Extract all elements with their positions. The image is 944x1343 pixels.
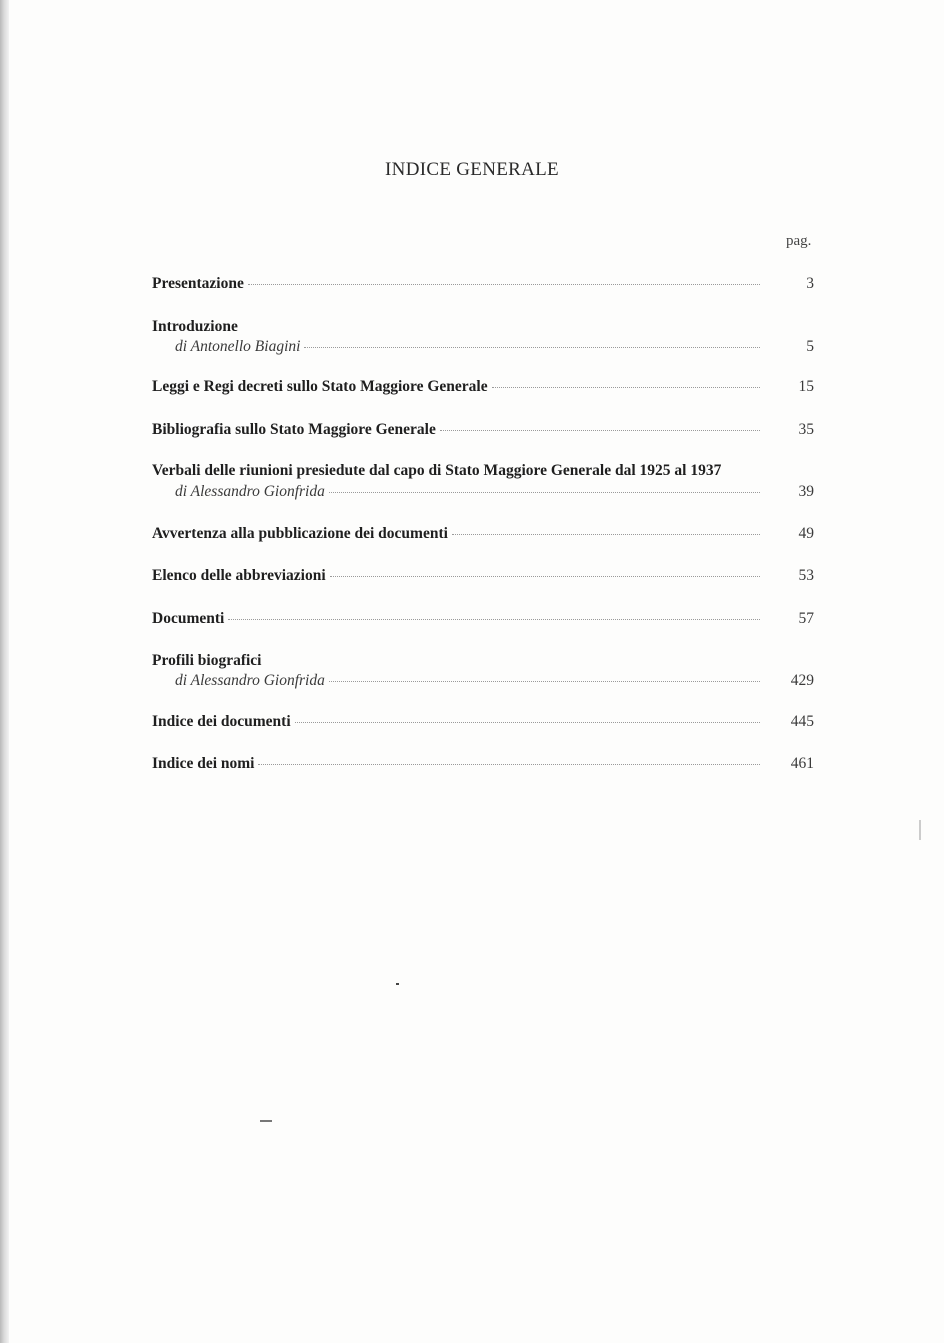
dot-leader: [248, 284, 760, 285]
toc-page-number: 57: [798, 610, 814, 627]
page-binding-edge: [0, 0, 9, 1343]
toc-page-number: 445: [790, 713, 814, 730]
toc-entry-indice-documenti[interactable]: [152, 713, 814, 733]
toc-entry-title: Indice dei nomi: [152, 755, 255, 772]
toc-entry-title: Leggi e Regi decreti sullo Stato Maggiore Generale: [152, 378, 488, 395]
toc-page-number: 3: [806, 275, 814, 292]
toc-entry-title: Avvertenza alla pubblicazione dei documenti: [152, 525, 448, 542]
dot-leader: [329, 492, 760, 493]
dot-leader: [304, 347, 760, 348]
toc-page-number: 53: [798, 567, 814, 584]
toc-heading-profili: Profili biografici: [152, 652, 262, 669]
dot-leader: [330, 576, 760, 577]
toc-heading-introduzione: Introduzione: [152, 318, 238, 335]
toc-page-number: 15: [798, 378, 814, 395]
dot-leader: [492, 387, 760, 388]
toc-entry-leggi[interactable]: [152, 378, 814, 398]
toc-entry-presentazione[interactable]: [152, 275, 814, 295]
toc-page-number: 39: [798, 483, 814, 500]
toc-entry-title: Presentazione: [152, 275, 244, 292]
toc-entry-abbreviazioni[interactable]: [152, 567, 814, 587]
toc-entry-title: Documenti: [152, 610, 225, 627]
scan-speck: [396, 983, 399, 985]
dot-leader: [329, 681, 760, 682]
dot-leader: [295, 722, 760, 723]
toc-entry-author: di Alessandro Gionfrida: [175, 483, 325, 500]
toc-page-number: 49: [798, 525, 814, 542]
dot-leader: [258, 764, 760, 765]
dot-leader: [228, 619, 760, 620]
toc-entry-title: Elenco delle abbreviazioni: [152, 567, 326, 584]
toc-entry-bibliografia[interactable]: [152, 421, 814, 441]
toc-page-number: 35: [798, 421, 814, 438]
toc-entry-introduzione[interactable]: [152, 338, 814, 358]
toc-entry-author: di Antonello Biagini: [175, 338, 301, 355]
toc-entry-documenti[interactable]: [152, 610, 814, 630]
toc-entry-title: Indice dei documenti: [152, 713, 291, 730]
scan-speck: [919, 820, 921, 840]
toc-entry-profili[interactable]: [152, 672, 814, 692]
toc-entry-avvertenza[interactable]: [152, 525, 814, 545]
toc-entry-title: Bibliografia sullo Stato Maggiore Generale: [152, 421, 436, 438]
toc-page-number: 5: [806, 338, 814, 355]
page-title: INDICE GENERALE: [385, 159, 559, 180]
dot-leader: [440, 430, 760, 431]
toc-entry-indice-nomi[interactable]: [152, 755, 814, 775]
page-column-label: pag.: [786, 233, 812, 249]
toc-entry-author: di Alessandro Gionfrida: [175, 672, 325, 689]
toc-page-number: 461: [790, 755, 814, 772]
dot-leader: [452, 534, 760, 535]
toc-page-number: 429: [790, 672, 814, 689]
scan-speck: [260, 1120, 272, 1122]
toc-entry-verbali[interactable]: [152, 483, 814, 503]
toc-heading-verbali: Verbali delle riunioni presiedute dal capo di Stato Maggiore Generale dal 1925 al 1937: [152, 462, 722, 479]
